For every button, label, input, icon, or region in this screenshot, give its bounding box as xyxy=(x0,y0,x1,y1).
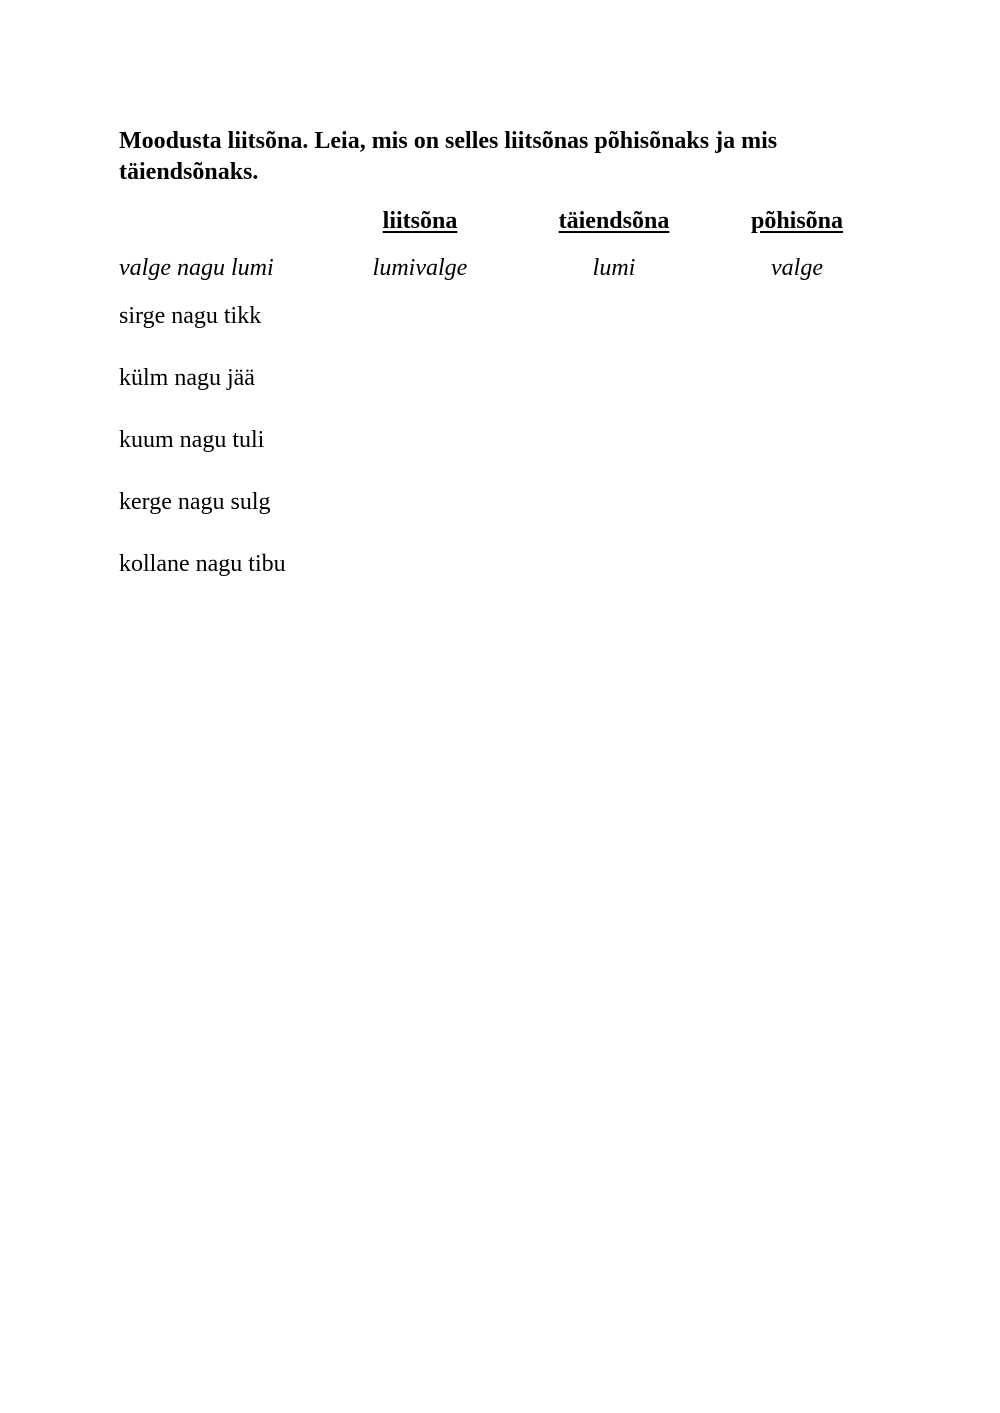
task-list xyxy=(119,301,286,611)
column-header-liitsona: liitsõna xyxy=(382,208,458,234)
task-item: kuum nagu tuli xyxy=(119,427,265,453)
example-pohisona: valge xyxy=(771,255,823,281)
example-taiendsona: lumi xyxy=(592,255,636,281)
column-header-taiendsona: täiendsõna xyxy=(558,208,670,234)
task-item: kollane nagu tibu xyxy=(119,551,286,577)
example-liitsona: lumivalge xyxy=(372,255,468,281)
task-item: külm nagu jää xyxy=(119,365,255,391)
task-item: kerge nagu sulg xyxy=(119,489,271,515)
instruction-text: Moodusta liitsõna. Leia, mis on selles liitsõnas põhisõnaks ja mis täiendsõnaks. xyxy=(119,128,778,185)
column-header-pohisona: põhisõna xyxy=(750,208,844,234)
task-item: sirge nagu tikk xyxy=(119,303,262,329)
example-phrase: valge nagu lumi xyxy=(119,255,274,281)
